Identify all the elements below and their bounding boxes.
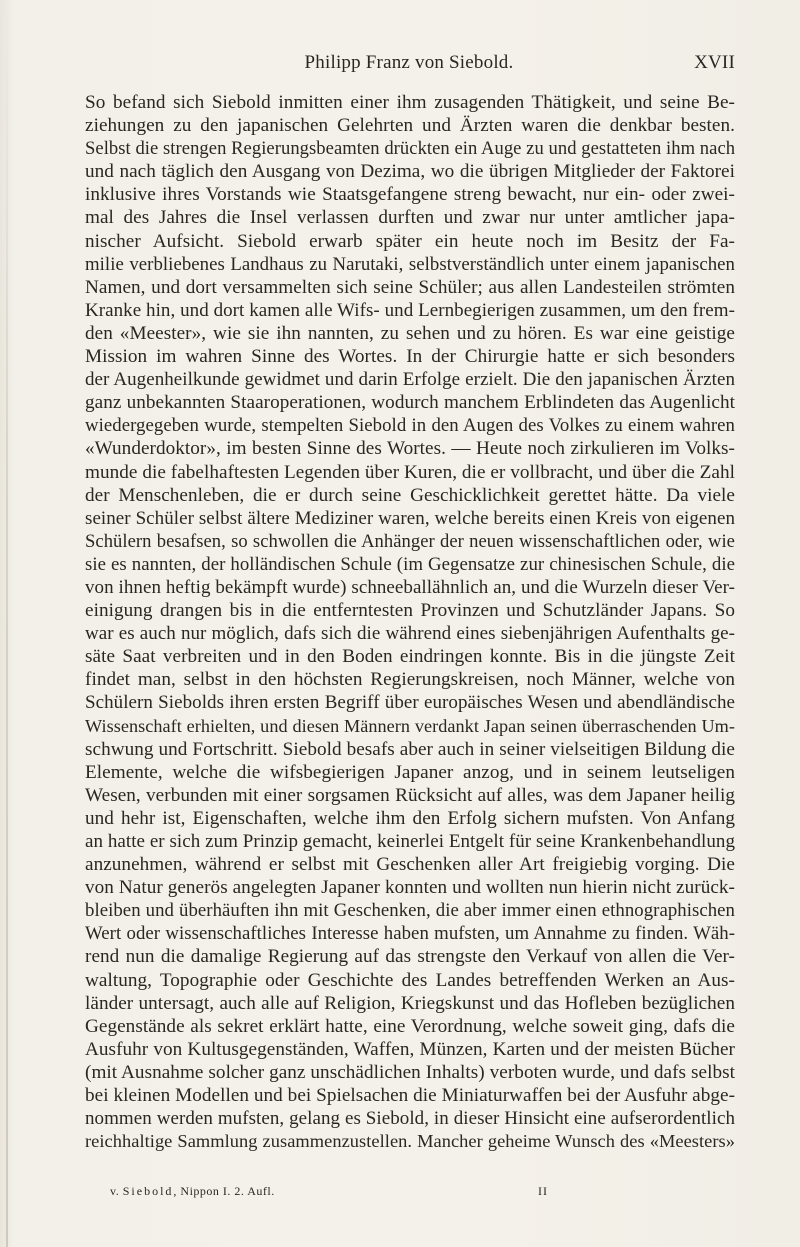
text-line: und hehr ist, Eigenschaften, welche ihm den Erfolg sichern mufsten. Von Anfang [85,807,735,829]
footer-prefix: v. [110,1184,120,1198]
text-line: Wesen, verbunden mit einer sorgsamen Rücksicht auf alles, was dem Japaner heilig [85,784,735,806]
page-gutter-edge [6,0,8,1247]
text-line: von Natur generös angelegten Japaner konnten und wollten nun hierin nicht zurück- [85,877,735,899]
text-line: mal des Jahres die Insel verlassen durften und zwar nur unter amtlicher japa- [85,207,735,229]
text-line: seiner Schüler selbst ältere Mediziner waren, welche bereits einen Kreis von eigenen [85,507,735,529]
text-line: länder untersagt, auch alle auf Religion, Kriegskunst und das Hofleben bezüglichen [85,992,735,1014]
footer-edition: , Nippon I. 2. Aufl. [173,1184,275,1198]
text-line: nischer Aufsicht. Siebold erwarb später ein heute noch im Besitz der Fa- [85,230,735,252]
text-line: Wissenschaft erhielten, und diesen Männern verdankt Japan seinen überraschenden Um- [85,715,735,736]
text-line: und nach täglich den Ausgang von Dezima, wo die übrigen Mitglieder der Faktorei [85,161,735,183]
text-line: «Wunderdoktor», im besten Sinne des Wortes. — Heute noch zirkulieren im Volks- [85,438,735,460]
text-line: So befand sich Siebold inmitten einer ihm zusagenden Thätigkeit, und seine Be- [85,92,735,113]
text-line: rend nun die damalige Regierung auf das strengste den Verkauf von allen die Ver- [85,946,735,968]
page-footer [110,1184,735,1200]
text-line: sie es nannten, der holländischen Schule (im Gegensatze zur chinesischen Schule, die [85,553,735,575]
text-line: Wert oder wissenschaftliches Interesse haben mufsten, um Annahme zu finden. Wäh- [85,923,735,945]
text-line: reichhaltige Sammlung zusammenzustellen. Mancher geheime Wunsch des «Meesters» [85,1131,735,1152]
text-line: Mission im wahren Sinne des Wortes. In der Chirurgie hatte er sich besonders [85,346,735,368]
text-line: der Menschenleben, die er durch seine Geschicklichkeit gerettet hätte. Da viele [85,484,735,506]
text-line: Schülern besafsen, so schwollen die Anhänger der neuen wissenschaftlichen oder, wie [85,530,735,552]
text-line: war es auch nur möglich, dafs sich die während eines siebenjährigen Aufenthalts ge- [85,623,735,645]
text-line: Schülern Siebolds ihren ersten Begriff über europäisches Wesen und abendländische [85,692,735,714]
footer-author: Siebold [122,1184,174,1198]
text-line: munde die fabelhaftesten Legenden über Kuren, die er vollbracht, und über die Zahl [85,461,735,483]
text-line: der Augenheilkunde gewidmet und darin Erfolge erzielt. Die den japanischen Ärzten [85,369,735,391]
text-line: an hatte er sich zum Prinzip gemacht, keinerlei Entgelt für seine Krankenbehandlung [85,831,735,852]
text-line: wiedergegeben wurde, stempelten Siebold in den Augen des Volkes zu einem wahren [85,415,735,437]
text-line: nommen werden mufsten, gelang es Siebold, in dieser Hinsicht eine aufserordentlich [85,1108,735,1130]
text-line: Ausfuhr von Kultusgegenständen, Waffen, Münzen, Karten und der meisten Bücher [85,1038,735,1060]
running-header [83,52,735,76]
page-number: XVII [694,52,735,73]
text-line: den «Meester», wie sie ihn nannten, zu sehen und zu hören. Es war eine geistige [85,322,735,344]
text-line: einigung drangen bis in die entferntesten Provinzen und Schutzländer Japans. So [85,600,735,622]
sheet-signature: II [538,1184,548,1198]
text-line: findet man, selbst in den höchsten Regierungskreisen, noch Männer, welche von [85,669,735,691]
text-line: Gegenstände als sekret erklärt hatte, eine Verordnung, welche soweit ging, dafs die [85,1015,735,1037]
text-line: ganz unbekannten Staaroperationen, wodurch manchem Erblindeten das Augenlicht [85,392,735,414]
text-line: bleiben und überhäuften ihn mit Geschenken, die aber immer einen ethnographischen [85,900,735,922]
text-line: bei kleinen Modellen und bei Spielsachen die Miniaturwaffen bei der Ausfuhr abge- [85,1085,736,1107]
text-line: anzunehmen, während er selbst mit Geschenken aller Art freigiebig vorging. Die [85,854,735,876]
text-line: Elemente, welche die wifsbegierigen Japaner anzog, und in seinem leutseligen [85,761,735,783]
text-line: ziehungen zu den japanischen Gelehrten und Ärzten waren die denkbar besten. [85,115,735,137]
text-line: (mit Ausnahme solcher ganz unschädlichen Inhalts) verboten wurde, und dafs selbst [85,1061,735,1083]
text-line: inklusive ihres Vorstands wie Staatsgefangene streng bewacht, nur ein- oder zwei- [85,184,735,206]
text-line: waltung, Topographie oder Geschichte des Landes betreffenden Werken an Aus- [85,969,735,991]
running-title: Philipp Franz von Siebold. [304,52,514,73]
text-line: milie verbliebenes Landhaus zu Narutaki, selbstverständlich unter einem japanischen [85,253,735,275]
text-line: säte Saat verbreiten und in den Boden eindringen konnte. Bis in die jüngste Zeit [85,646,735,668]
text-line: schwung und Fortschritt. Siebold besafs aber auch in seiner vielseitigen Bildung die [85,738,735,760]
text-line: Namen, und dort versammelten sich seine Schüler; aus allen Landesteilen strömten [85,276,735,298]
body-text [85,91,735,1153]
text-line: Kranke hin, und dort kamen alle Wifs- und Lernbegierigen zusammen, um den frem- [85,299,735,321]
text-line: Selbst die strengen Regierungsbeamten drückten ein Auge zu und gestatteten ihm nach [85,138,736,160]
footer-reference [110,1184,275,1199]
text-line: von ihnen heftig bekämpft wurde) schneeballähnlich an, und die Wurzeln dieser Ver- [85,576,735,598]
